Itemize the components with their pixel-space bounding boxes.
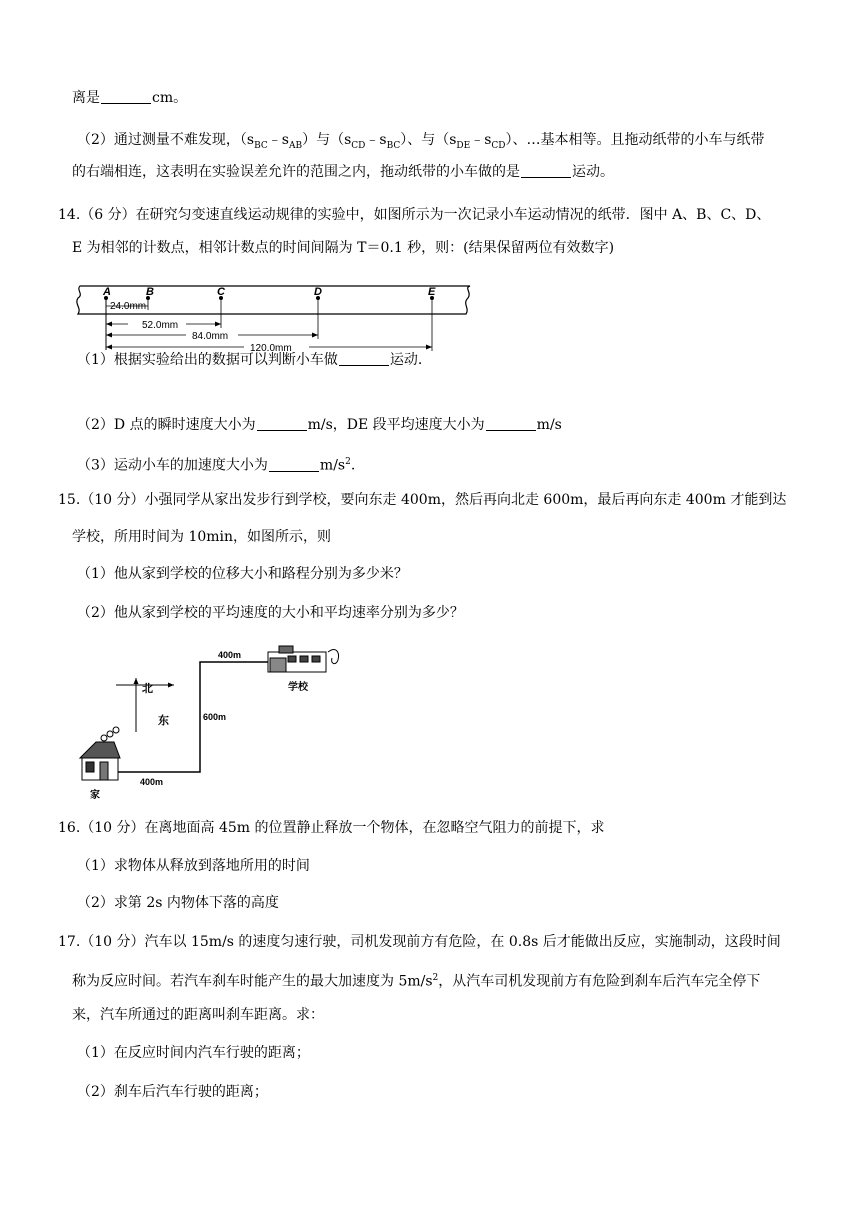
north-label: 北 bbox=[142, 683, 153, 695]
bottom-segment-label: 400m bbox=[140, 777, 164, 787]
q14-text: （1）根据实验给出的数据可以判断小车做 bbox=[77, 352, 338, 368]
route-map-figure bbox=[74, 640, 364, 802]
q17-sub1: （1）在反应时间内汽车行驶的距离； bbox=[77, 1045, 310, 1061]
subscript: DE bbox=[456, 140, 471, 151]
q17-stem-line3: 来，汽车所通过的距离叫刹车距离。求： bbox=[72, 1007, 324, 1023]
dimension-label-ad: 84.0mm bbox=[192, 331, 229, 342]
q15-sub2: （2）他从家到学校的平均速度的大小和平均速率分别为多少？ bbox=[77, 605, 464, 621]
point-label-d: D bbox=[314, 286, 322, 298]
q13-part2-line2 bbox=[72, 162, 614, 182]
point-label-a: A bbox=[103, 286, 111, 298]
q13-unit: cm。 bbox=[152, 90, 188, 106]
q14-text: （3）运动小车的加速度大小为 bbox=[77, 457, 268, 474]
q14-sub3 bbox=[77, 452, 355, 476]
q17-sub2: （2）刹车后汽车行驶的距离； bbox=[77, 1084, 268, 1100]
point-label-e: E bbox=[428, 286, 436, 298]
subscript: CD bbox=[351, 140, 366, 151]
q14-unit: m/s bbox=[319, 457, 346, 474]
q17-stem-line2 bbox=[72, 968, 760, 992]
q13-text: ﹣s bbox=[470, 132, 492, 148]
q14-stem-line1: 14.（6 分）在研究匀变速直线运动规律的实验中，如图所示为一次记录小车运动情况的纸带．图中 A、B、C、D、 bbox=[58, 207, 771, 223]
q17-stem-line1: 17.（10 分）汽车以 15m/s 的速度匀速行驶，司机发现前方有危险，在 0.8s 后才能做出反应，实施制动，这段时间 bbox=[58, 934, 781, 950]
answer-blank[interactable] bbox=[339, 351, 389, 366]
middle-segment-label: 600m bbox=[203, 712, 227, 722]
q15-stem-line2: 学校，所用时间为 10min，如图所示，则 bbox=[72, 529, 332, 545]
point-label-c: C bbox=[217, 286, 225, 298]
q16-sub1: （1）求物体从释放到落地所用的时间 bbox=[77, 858, 310, 874]
q14-sub1 bbox=[77, 350, 422, 370]
q13-text: ）与（s bbox=[302, 132, 352, 148]
answer-blank[interactable] bbox=[521, 163, 571, 178]
q17-text: 称为反应时间。若汽车刹车时能产生的最大加速度为 5m/s bbox=[72, 973, 433, 990]
q14-text: 运动. bbox=[389, 352, 423, 368]
q14-text: （2）D 点的瞬时速度大小为 bbox=[77, 417, 256, 433]
subscript: BC bbox=[386, 140, 401, 151]
subscript: BC bbox=[254, 140, 268, 151]
q13-text: ﹣s bbox=[365, 132, 387, 148]
q13-text: 离是 bbox=[72, 90, 100, 106]
dimension-label-ae: 120.0mm bbox=[250, 343, 292, 354]
q14-sub2 bbox=[77, 415, 562, 435]
home-icon bbox=[80, 727, 120, 780]
compass-arrowheads bbox=[134, 678, 175, 688]
q13-text: （2）通过测量不难发现，（s bbox=[77, 132, 255, 148]
q13-text: ）、…基本相等。且拖动纸带的小车与纸带 bbox=[505, 132, 765, 148]
school-icon bbox=[268, 646, 339, 672]
home-label: 家 bbox=[90, 790, 100, 801]
q15-sub1: （1）他从家到学校的位移大小和路程分别为多少米？ bbox=[77, 566, 408, 582]
q14-text: m/s bbox=[536, 417, 562, 433]
q13-part2-line1 bbox=[77, 130, 765, 156]
q16-stem: 16.（10 分）在离地面高 45m 的位置静止释放一个物体，在忽略空气阻力的前提下，求 bbox=[58, 820, 605, 836]
east-label: 东 bbox=[158, 715, 169, 727]
q15-stem-line1: 15.（10 分）小强同学从家出发步行到学校，要向东走 400m，然后再向北走 600m，最后再向东走 400m 才能到达 bbox=[58, 492, 787, 508]
superscript: 2 bbox=[432, 973, 439, 983]
school-label: 学校 bbox=[288, 682, 308, 693]
dimension-label-ab: 24.0mm bbox=[110, 301, 147, 312]
q13-text: ）、与（s bbox=[400, 132, 457, 148]
q13-text: ﹣s bbox=[267, 132, 289, 148]
answer-blank[interactable] bbox=[486, 416, 536, 431]
q16-sub2: （2）求第 2s 内物体下落的高度 bbox=[77, 895, 279, 911]
answer-blank[interactable] bbox=[257, 416, 307, 431]
superscript: 2 bbox=[345, 457, 351, 467]
q13-text: 运动。 bbox=[572, 164, 614, 180]
paper-tape-figure bbox=[74, 280, 474, 354]
subscript: AB bbox=[288, 140, 303, 151]
q13-text: 的右端相连，这表明在实验误差允许的范围之内，拖动纸带的小车做的是 bbox=[72, 164, 520, 180]
top-segment-label: 400m bbox=[218, 650, 242, 660]
answer-blank[interactable] bbox=[101, 89, 151, 104]
dimension-label-ac: 52.0mm bbox=[142, 320, 179, 331]
q14-text: m/s，DE 段平均速度大小为 bbox=[307, 417, 485, 433]
q17-text: ，从汽车司机发现前方有危险到刹车后汽车完全停下 bbox=[438, 973, 761, 990]
q14-text: . bbox=[350, 457, 356, 474]
answer-blank[interactable] bbox=[269, 457, 319, 472]
subscript: CD bbox=[491, 140, 506, 151]
point-label-b: B bbox=[146, 286, 154, 298]
route-path bbox=[114, 662, 274, 772]
q13-answer-line bbox=[72, 88, 187, 108]
q14-stem-line2: E 为相邻的计数点，相邻计数点的时间间隔为 T＝0.1 秒，则：(结果保留两位有效数字) bbox=[72, 240, 615, 256]
